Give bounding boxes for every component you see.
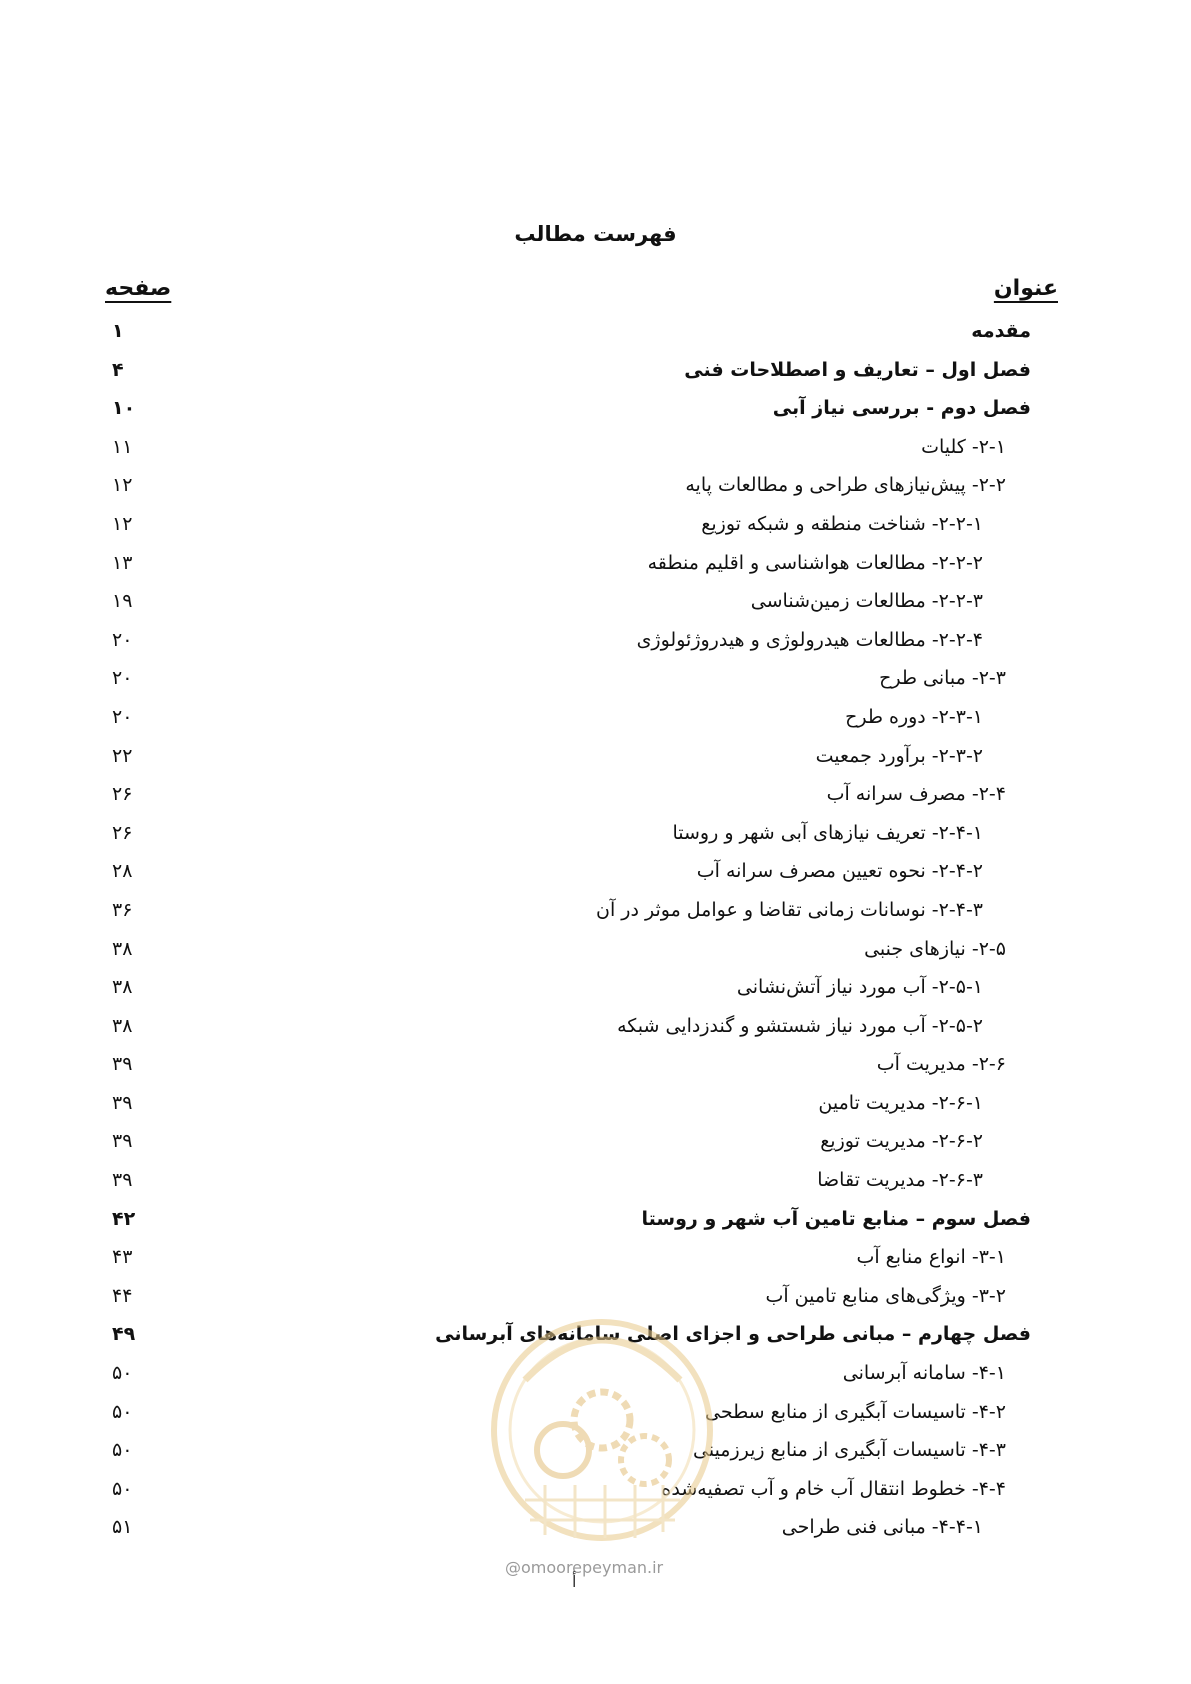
- toc-entry: [0, 468, 1191, 507]
- toc-entry-page: ۱۹: [112, 590, 133, 613]
- toc-entry: [0, 546, 1191, 585]
- toc-entry: [0, 314, 1191, 353]
- toc-entry-title: ۴-۱- سامانه آبرسانی: [842, 1362, 1006, 1385]
- toc-entry-page: ۳۹: [112, 1091, 133, 1114]
- toc-entry-title: فصل دوم - بررسی نیاز آبی: [772, 397, 1031, 420]
- page-folio: أ: [572, 1572, 577, 1591]
- toc-entry-page: ۲۸: [112, 860, 133, 883]
- toc-entry-page: ۴۲: [112, 1207, 136, 1230]
- toc-entry-page: ۴۴: [112, 1284, 133, 1307]
- toc-entry: [0, 353, 1191, 392]
- toc-entry-title: ۲-۴- مصرف سرانه آب: [826, 783, 1006, 806]
- toc-entry: [0, 1047, 1191, 1086]
- toc-entry: [0, 1009, 1191, 1048]
- column-header-subject: عنوان: [993, 276, 1058, 301]
- toc-entry-page: ۲۲: [112, 744, 133, 767]
- toc-entry-page: ۲۰: [112, 628, 133, 651]
- toc-entry-page: ۳۸: [112, 1014, 133, 1037]
- toc-entry-title: ۲-۴-۲- نحوه تعیین مصرف سرانه آب: [696, 860, 983, 883]
- toc-entry-page: ۱۰: [112, 397, 136, 420]
- watermark-text: @omoorepeyman.ir: [505, 1558, 664, 1577]
- toc-entry-title: ۲-۵-۲- آب مورد نیاز شستشو و گندزدایی شبکه: [617, 1014, 983, 1037]
- column-header-page: صفحه: [105, 276, 172, 301]
- toc-entry: [0, 700, 1191, 739]
- toc-entry: [0, 1086, 1191, 1125]
- page-title: فهرست مطالب: [514, 222, 677, 246]
- toc-entry-page: ۴۳: [112, 1246, 133, 1269]
- toc-entry-page: ۲۰: [112, 705, 133, 728]
- toc-entry-page: ۵۰: [112, 1362, 133, 1385]
- toc-entry: [0, 1124, 1191, 1163]
- toc-entry-page: ۳۸: [112, 976, 133, 999]
- toc-entry-page: ۴۹: [112, 1323, 136, 1346]
- toc-entry: [0, 623, 1191, 662]
- toc-entry-title: فصل سوم – منابع تامین آب شهر و روستا: [641, 1207, 1031, 1230]
- toc-entry-page: ۴: [112, 358, 124, 381]
- toc-entry-title: ۲-۶- مدیریت آب: [876, 1053, 1006, 1076]
- toc-entry: [0, 932, 1191, 971]
- toc-entry-page: ۳۶: [112, 898, 133, 921]
- toc-entry-page: ۵۰: [112, 1400, 133, 1423]
- toc-entry-title: ۲-۳- مبانی طرح: [879, 667, 1006, 690]
- toc-entry-page: ۱۳: [112, 551, 133, 574]
- toc-entry: [0, 661, 1191, 700]
- toc-entry-page: ۲۰: [112, 667, 133, 690]
- toc-entry-title: ۲-۴-۳- نوسانات زمانی تقاضا و عوامل موثر در آن: [596, 898, 983, 921]
- toc-entry-title: ۲-۶-۳- مدیریت تقاضا: [817, 1169, 983, 1192]
- toc-entry-title: ۴-۴- خطوط انتقال آب خام و آب تصفیه‌شده: [661, 1477, 1006, 1500]
- watermark-seal-icon: [485, 1310, 720, 1570]
- toc-entry-page: ۱۲: [112, 512, 133, 535]
- toc-entry-page: ۳۹: [112, 1130, 133, 1153]
- toc-entry-page: ۱۱: [112, 435, 133, 458]
- toc-entry-title: ۲-۶-۱- مدیریت تامین: [818, 1091, 983, 1114]
- toc-entry-title: ۲-۳-۱- دوره طرح: [845, 705, 983, 728]
- toc-entry-title: ۴-۳- تاسیسات آبگیری از منابع زیرزمینی: [693, 1439, 1006, 1462]
- toc-entry: [0, 391, 1191, 430]
- toc-entry-title: ۲-۲-۴- مطالعات هیدرولوژی و هیدروژئولوژی: [636, 628, 983, 651]
- toc-entry-title: ۲-۴-۱- تعریف نیازهای آبی شهر و روستا: [672, 821, 983, 844]
- toc-entry: [0, 1163, 1191, 1202]
- toc-entry-title: ۲-۲- پیش‌نیازهای طراحی و مطالعات پایه: [685, 474, 1006, 497]
- toc-entry-page: ۲۶: [112, 821, 133, 844]
- toc-entry: [0, 1240, 1191, 1279]
- toc-entry-title: ۲-۶-۲- مدیریت توزیع: [820, 1130, 983, 1153]
- toc-entry: [0, 1202, 1191, 1241]
- toc-entry-title: ۳-۱- انواع منابع آب: [856, 1246, 1006, 1269]
- toc-entry-title: فصل اول – تعاریف و اصطلاحات فنی: [684, 358, 1031, 381]
- toc-entry-page: ۳۹: [112, 1053, 133, 1076]
- toc-entry-title: ۲-۳-۲- برآورد جمعیت: [815, 744, 983, 767]
- toc-entry-page: ۵۰: [112, 1477, 133, 1500]
- toc-entry-title: ۲-۵-۱- آب مورد نیاز آتش‌نشانی: [736, 976, 983, 999]
- toc-entry-title: ۲-۲-۳- مطالعات زمین‌شناسی: [750, 590, 983, 613]
- toc-entry: [0, 777, 1191, 816]
- toc-entry: [0, 739, 1191, 778]
- toc-entry-page: ۲۶: [112, 783, 133, 806]
- toc-entry-page: ۱۲: [112, 474, 133, 497]
- toc-entry-page: ۳۹: [112, 1169, 133, 1192]
- toc-entry: [0, 970, 1191, 1009]
- toc-entry-page: ۱: [112, 320, 124, 342]
- toc-entry: [0, 430, 1191, 469]
- toc-entry: [0, 854, 1191, 893]
- toc-entry-page: ۵۰: [112, 1439, 133, 1462]
- toc-entry-title: ۲-۲-۲- مطالعات هواشناسی و اقلیم منطقه: [647, 551, 983, 574]
- toc-entry-title: ۲-۵- نیازهای جنبی: [864, 937, 1006, 960]
- toc-entry: [0, 507, 1191, 546]
- toc-entry: [0, 816, 1191, 855]
- toc-entry-page: ۳۸: [112, 937, 133, 960]
- toc-entry-title: فصل چهارم – مبانی طراحی و اجزای اصلی سامانه‌های آبرسانی: [435, 1323, 1031, 1346]
- toc-entry-page: ۵۱: [112, 1516, 133, 1539]
- toc-entry-title: ۲-۱- کلیات: [921, 435, 1006, 458]
- toc-entry-title: ۳-۲- ویژگی‌های منابع تامین آب: [765, 1284, 1006, 1307]
- toc-entry-title: ۴-۲- تاسیسات آبگیری از منابع سطحی: [705, 1400, 1006, 1423]
- toc-entry-title: ۲-۲-۱- شناخت منطقه و شبکه توزیع: [701, 512, 983, 535]
- toc-entry-title: مقدمه: [971, 320, 1031, 342]
- toc-entry-title: ۴-۴-۱- مبانی فنی طراحی: [781, 1516, 983, 1539]
- toc-entry: [0, 893, 1191, 932]
- toc-entry: [0, 584, 1191, 623]
